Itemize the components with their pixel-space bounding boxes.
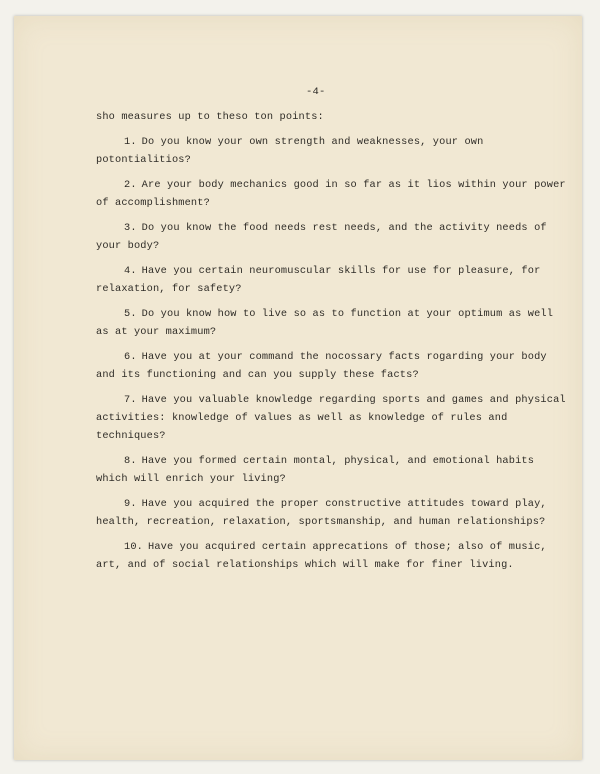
list-item xyxy=(96,538,566,574)
list-item xyxy=(96,219,566,255)
item-number: 3. xyxy=(124,222,137,234)
item-number: 2. xyxy=(124,179,137,191)
item-text: Have you at your command the nocossary facts rogarding your body and its functioning and can you supply these facts? xyxy=(96,351,547,381)
item-text: Have you valuable knowledge regarding sports and games and physical activities: knowledge of values as well as knowledge of rules and techniques? xyxy=(96,394,566,442)
item-number: 8. xyxy=(124,455,137,467)
page-number: -4- xyxy=(306,86,326,98)
item-number: 4. xyxy=(124,265,137,277)
typed-page xyxy=(14,16,582,760)
item-number: 9. xyxy=(124,498,137,510)
list-item xyxy=(96,452,566,488)
list-item xyxy=(96,133,566,169)
item-text: Have you acquired certain apprecations of those; also of music, art, and of social relationships which will make for finer living. xyxy=(96,541,547,571)
item-number: 6. xyxy=(124,351,137,363)
intro-line: sho measures up to theso ton points: xyxy=(96,111,324,123)
item-number: 7. xyxy=(124,394,137,406)
item-text: Have you certain neuromuscular skills for use for pleasure, for relaxation, for safety? xyxy=(96,265,541,295)
item-text: Do you know your own strength and weaknesses, your own potontialitios? xyxy=(96,136,484,166)
list-item xyxy=(96,391,566,445)
item-text: Do you know how to live so as to function at your optimum as well as at your maximum? xyxy=(96,308,554,338)
item-number: 1. xyxy=(124,136,137,148)
item-number: 5. xyxy=(124,308,137,320)
item-text: Are your body mechanics good in so far as it lios within your power of accomplishment? xyxy=(96,179,566,209)
item-text: Do you know the food needs rest needs, and the activity needs of your body? xyxy=(96,222,547,252)
list-item xyxy=(96,495,566,531)
list-item xyxy=(96,348,566,384)
page-body xyxy=(96,108,566,581)
item-text: Have you acquired the proper constructive attitudes toward play, health, recreation, relaxation, sportsmanship, and human relationships? xyxy=(96,498,547,528)
list-item xyxy=(96,262,566,298)
item-number: 10. xyxy=(124,541,143,553)
list-item xyxy=(96,305,566,341)
item-text: Have you formed certain montal, physical, and emotional habits which will enrich your living? xyxy=(96,455,535,485)
list-item xyxy=(96,176,566,212)
